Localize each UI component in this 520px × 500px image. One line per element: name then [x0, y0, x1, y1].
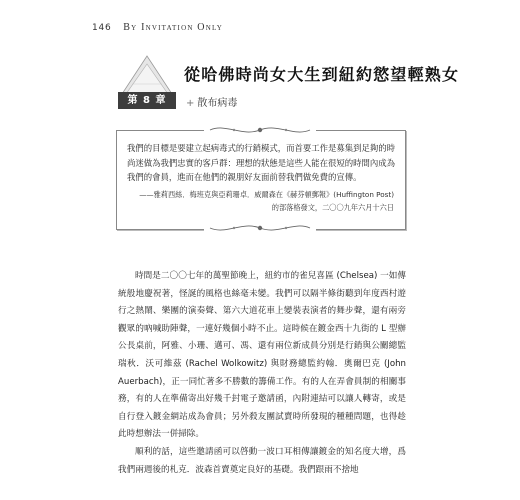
chapter-subtitle-text: 散布病毒: [197, 98, 238, 109]
attribution-line-2: 的部落格發文，二〇〇九年六月十六日: [271, 203, 394, 212]
body-paragraph: 順利的話，這些邀請函可以啓動一波口耳相傳讓鍍金的知名度大增，爲我們兩週後的札克．波森首賣奠定良好的基礎。我們跟雨不捨地: [118, 446, 406, 475]
cross-icon: +: [186, 98, 195, 109]
attribution-line-1: ——雅莉西絲．梅班克與亞莉珊卓．威爾森在《赫芬頓郵報》(Huffington Post): [139, 190, 394, 199]
flourish-ornament-icon: [204, 221, 316, 235]
chapter-title: 從哈佛時尚女大生到紐約慾望輕熟女: [184, 65, 460, 84]
flourish-ornament-icon: [204, 123, 316, 137]
body-text: [118, 268, 406, 479]
chapter-subtitle: [186, 94, 237, 109]
book-title: By Invitation Only: [123, 22, 223, 33]
envelope-icon: [118, 50, 176, 94]
epigraph-attribution: [134, 188, 394, 214]
body-paragraph: 時間是二〇〇七年的萬聖節晚上，紐約市的雀兒喜區 (Chelsea) 一如傳統般地慶祝著，怪誕的風格也絲毫未變。我們可以隔半條街聽到年度西村遊行之熱鬧、樂團的演奏聲、第六大道花車上變裝表演者的舞步聲，還有兩旁觀眾的吶喊助陣聲，一連好幾個小時不止。這時候在鍍金西十九街的 L 型辦公長桌前，阿雅、小珊、邁可、馮、還有兩位新成員分別是行銷與公關總監瑞秋．沃可維茲 (Rachel Wolkowitz) 與財務總監約翰．奧爾巴克 (John Auerbach)，正一同忙著多不勝數的籌備工作。有的人在弄會員制的相關事務，有的人在準備寄出好幾千封電子邀請函，內附連結可以讓人轉寄，或是自行登入鍍金網站成為會員；另外殺友團試賣時所發現的種種問題，也得趁此時想辦法一併掃除。: [118, 271, 406, 440]
running-head: [92, 22, 223, 33]
chapter-label: 第 8 章: [118, 92, 176, 109]
epigraph-text: 我們的目標是要建立起病毒式的行銷模式，而首要工作是募集到足夠的時尚迷做為我們忠實的客戶群：理想的狀態是這些人能在很短的時間內成為我們的會員，進而在他們的親朋好友面前替我們做免費的宣傳。: [127, 143, 395, 182]
page-number: 146: [92, 23, 112, 33]
